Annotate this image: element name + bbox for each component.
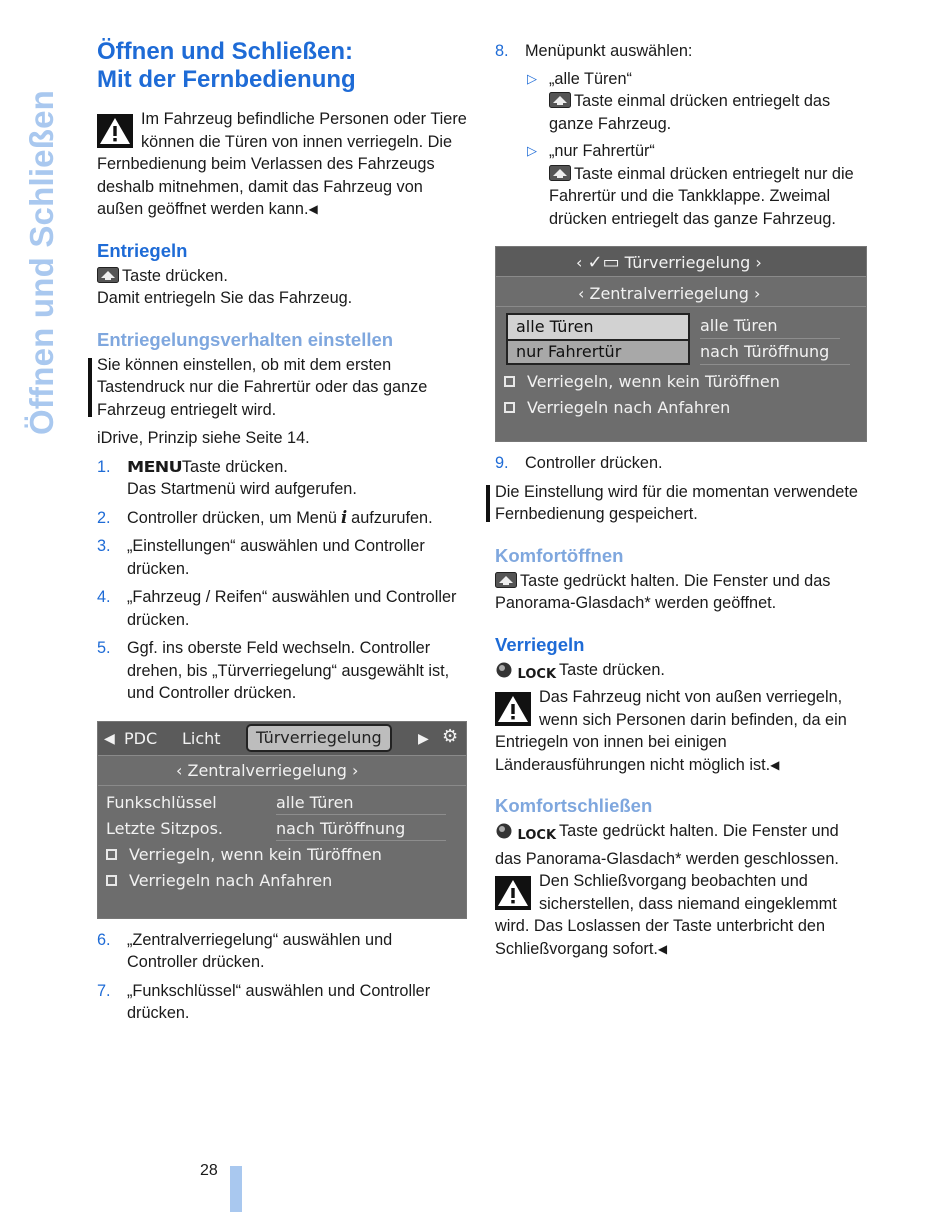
heading-verhalten: Entriegelungsverhalten einstellen (97, 328, 394, 350)
bullet-triangle-icon: ▷ (527, 143, 537, 158)
heading-entriegeln: Entriegeln (97, 239, 188, 261)
idrive-reference: iDrive, Prinzip siehe Seite 14. (97, 429, 310, 447)
warning-block-1 (97, 108, 467, 221)
tab-right-arrow-icon: ▶ (418, 730, 429, 747)
heading-komfortoeffnen: Komfortöffnen (495, 544, 624, 566)
idrive-screen-2 (495, 246, 867, 442)
side-tab-label: Öffnen und Schließen (23, 89, 60, 435)
saved-note: Die Einstellung wird für die momentan verwendete Fernbedienung gespeichert. (495, 482, 858, 523)
tab-left-arrow-icon: ◀ (104, 730, 115, 747)
screen1-row-label-2: Letzte Sitzpos. (106, 818, 223, 838)
unlock-key-icon (549, 92, 571, 108)
side-tab (22, 40, 62, 435)
changed-content-block (97, 354, 467, 422)
page-title (97, 38, 467, 94)
screen2-subheader: ‹ Zentralverriegelung › (578, 284, 761, 303)
end-mark-icon: ◀ (657, 941, 668, 956)
steps-list-3 (495, 40, 867, 63)
warning-text-3: Den Schließvorgang beobachten und sicherstellen, dass niemand eingeklemmt wird. Das Loslassen der Taste unterbricht den Schließvorgang sofort. (495, 872, 837, 958)
end-mark-icon: ◀ (770, 757, 780, 772)
settings-icon: ⚙ (442, 725, 459, 747)
warning-icon (495, 692, 531, 726)
saved-note-block (495, 481, 867, 526)
warning-text-1: Im Fahrzeug befindliche Personen oder Tiere können die Türen von innen verriegeln. Die Fernbedienung beim Verlassen des Fahrzeugs deshalb mitnehmen, damit das Fahrzeug von außen geöffnet werden kann. (97, 110, 467, 218)
steps-list-4 (495, 452, 867, 475)
step-8: 8. Menüpunkt auswählen: (495, 42, 693, 60)
screen2-right-value-2: nach Türöffnung (700, 341, 850, 365)
step-1: 1. MENUTaste drücken. Das Startmenü wird aufgerufen. (97, 457, 357, 498)
check-car-icon: ✓▭ (587, 252, 620, 273)
screen2-check-2: Verriegeln nach Anfahren (504, 397, 730, 420)
screen2-right-value-1: alle Türen (700, 315, 840, 339)
menu-button-icon: MENU (127, 457, 183, 476)
title-line-2: Mit der Fernbedienung (97, 66, 356, 93)
checkbox-icon (106, 875, 117, 886)
screen2-header: ‹ ✓▭ Türverriegelung › (576, 252, 762, 273)
tab-licht: Licht (182, 728, 221, 748)
screen2-option-selected: alle Türen (506, 313, 690, 341)
right-column (495, 40, 867, 960)
warning-text-2: Das Fahrzeug nicht von außen verriegeln, wenn sich Personen darin befinden, da ein Entriegeln von innen bei einigen Länderausführungen nicht möglich ist. (495, 688, 847, 774)
tab-pdc: PDC (124, 728, 158, 748)
page-number: 28 (200, 1162, 218, 1179)
heading-komfortschliessen: Komfortschließen (495, 795, 653, 816)
screen1-row-value-1: alle Türen (276, 792, 446, 816)
option-nur-fahrertuer: ▷ „nur Fahrertür“ Taste einmal drücken entriegelt nur die Fahrertür und die Tankklappe. Zweimal drücken entriegelt das ganze Fahrzeug. (527, 142, 854, 228)
step-3: 3. „Einstellungen“ auswählen und Controller drücken. (97, 537, 425, 578)
screen1-check-1: Verriegeln, wenn kein Türöffnen (106, 844, 382, 867)
entriegeln-text-2: Damit entriegeln Sie das Fahrzeug. (97, 289, 353, 307)
step-2: 2. Controller drücken, um Menü i aufzurufen. (97, 507, 467, 530)
warning-block-2 (495, 686, 867, 776)
unlock-key-icon (495, 572, 517, 588)
komfortoeffnen-text: Taste gedrückt halten. Die Fenster und das Panorama-Glasdach* werden geöffnet. (495, 571, 831, 612)
heading-verriegeln: Verriegeln (495, 633, 585, 655)
unlock-key-icon (97, 267, 119, 283)
lock-key-icon: LOCK (495, 662, 556, 687)
step-7: 7. „Funkschlüssel“ auswählen und Controller drücken. (97, 981, 431, 1022)
left-column (97, 38, 467, 1025)
bullet-triangle-icon: ▷ (527, 70, 537, 86)
screen1-row-label-1: Funkschlüssel (106, 792, 217, 812)
checkbox-icon (504, 402, 515, 413)
page-marker-bar (230, 1166, 242, 1212)
idrive-screen-1 (97, 721, 467, 919)
title-line-1: Öffnen und Schließen: (97, 38, 353, 65)
end-mark-icon: ◀ (308, 202, 318, 216)
checkbox-icon (106, 849, 117, 860)
step-9: 9. Controller drücken. (495, 454, 663, 472)
entriegeln-text-1: Taste drücken. (122, 266, 228, 285)
step-6: 6. „Zentralverriegelung“ auswählen und Controller drücken. (97, 930, 393, 971)
screen1-check-2: Verriegeln nach Anfahren (106, 870, 332, 893)
lock-key-icon: LOCK (495, 823, 556, 848)
screen1-row-value-2: nach Türöffnung (276, 818, 446, 842)
checkbox-icon (504, 376, 515, 387)
verhalten-text: Sie können einstellen, ob mit dem ersten Tastendruck nur die Fahrertür oder das ganze Fahrzeug entriegelt wird. (97, 355, 428, 419)
verriegeln-text: Taste drücken. (559, 660, 665, 679)
unlock-key-icon (549, 165, 571, 181)
screen2-option-2: nur Fahrertür (506, 341, 690, 365)
komfortschliessen-text: Taste gedrückt halten. Die Fenster und das Panorama-Glasdach* werden geschlossen. (495, 822, 839, 868)
step8-options (495, 68, 867, 231)
info-icon: i (340, 507, 348, 527)
screen1-subheader: ‹ Zentralverriegelung › (176, 760, 359, 780)
warning-block-3 (495, 870, 867, 960)
steps-list-2 (97, 929, 467, 1025)
screen2-check-1: Verriegeln, wenn kein Türöffnen (504, 371, 780, 394)
warning-icon (495, 876, 531, 910)
option-alle-tueren: ▷ „alle Türen“ Taste einmal drücken entriegelt das ganze Fahrzeug. (527, 69, 831, 133)
step-5: 5. Ggf. ins oberste Feld wechseln. Controller drehen, bis „Türverriegelung“ ausgewählt ist, und Controller drücken. (97, 639, 450, 702)
steps-list-1 (97, 456, 467, 705)
step-4: 4. „Fahrzeug / Reifen“ auswählen und Controller drücken. (97, 588, 457, 629)
tab-tuerverriegelung: Türverriegelung (246, 724, 392, 752)
warning-icon (97, 114, 133, 148)
